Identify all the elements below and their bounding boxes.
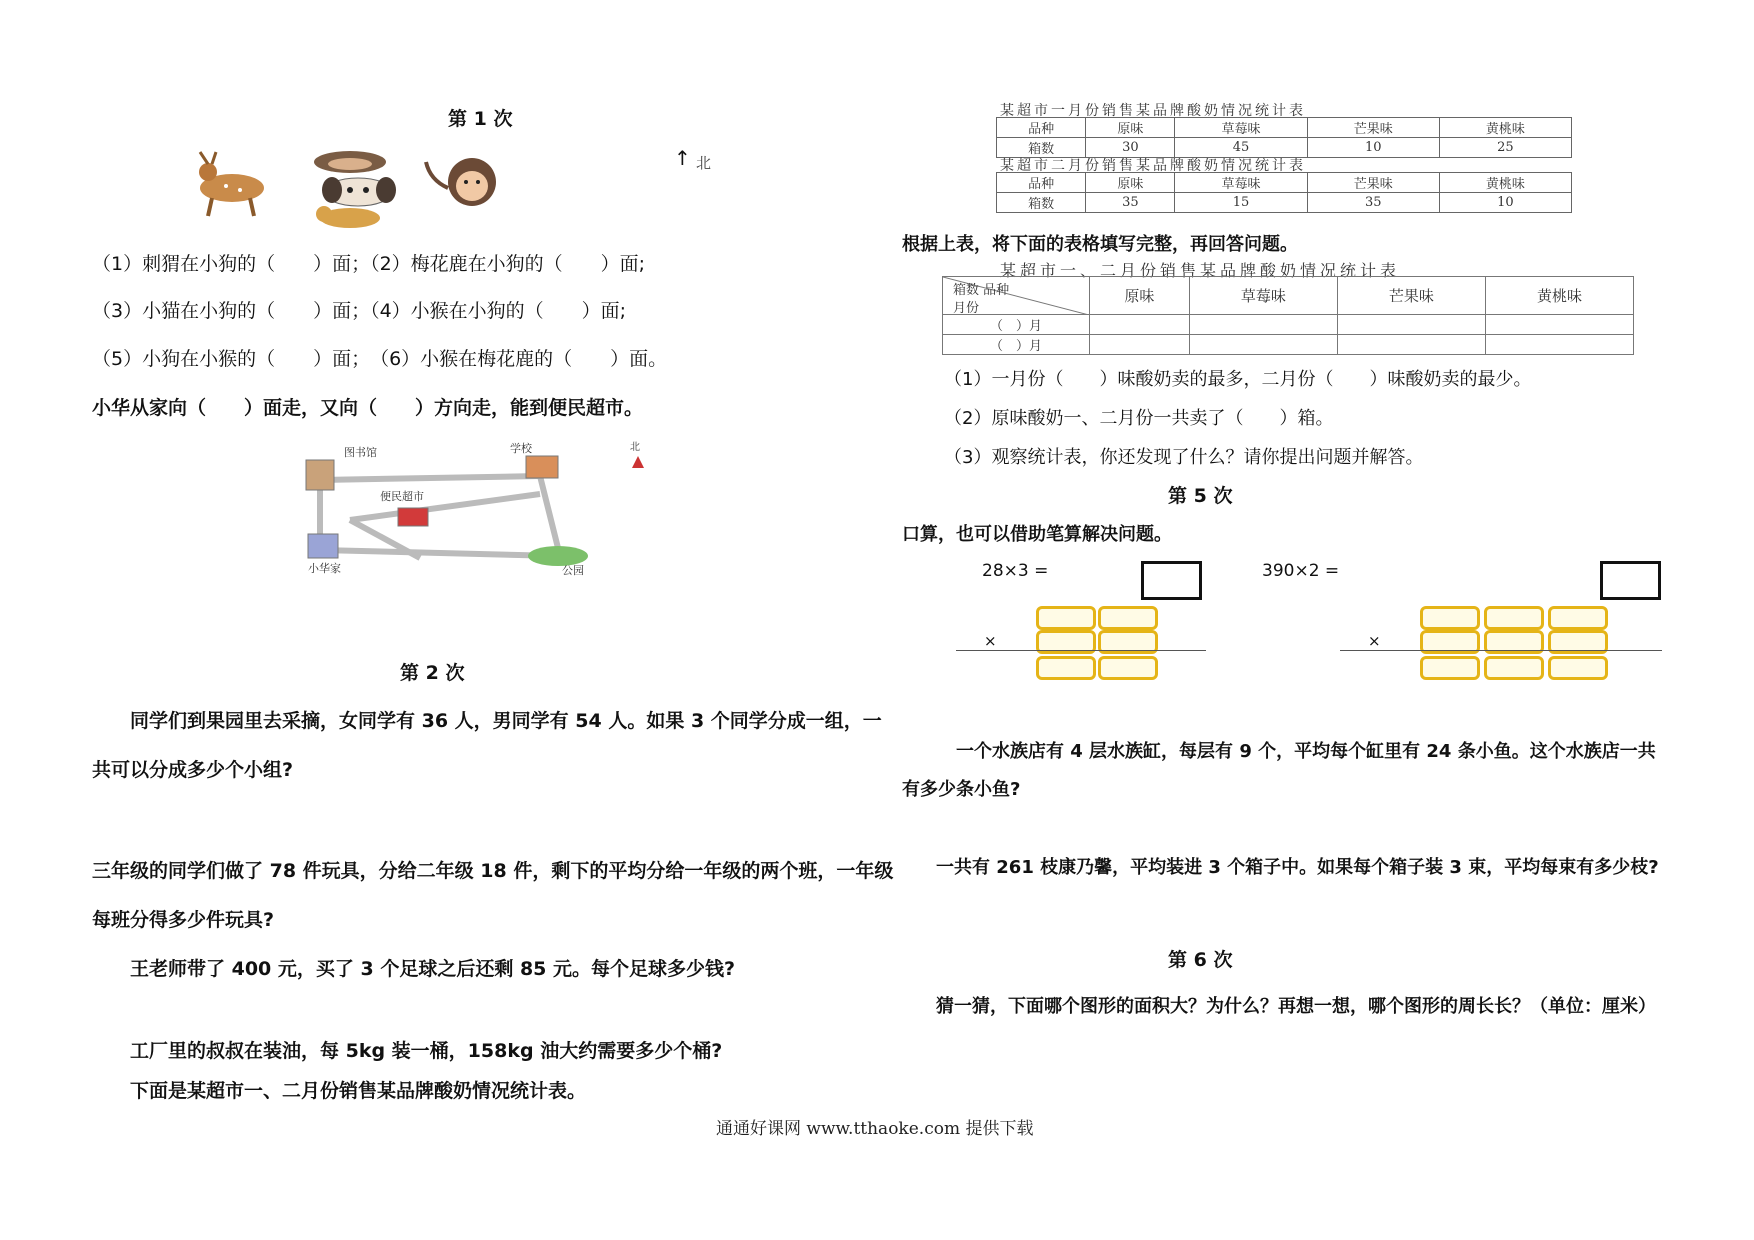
calc-1-digit-cell[interactable] xyxy=(1036,606,1096,630)
problem-7: 一共有 261 枝康乃馨，平均装进 3 个箱子中。如果每个箱子装 3 束，平均每束有多少枝? xyxy=(936,857,1659,878)
t1-val-0: 30 xyxy=(1086,138,1175,158)
calc-1-answer-box[interactable] xyxy=(1141,561,1202,600)
map-home-label: 小华家 xyxy=(308,562,341,575)
north-label: 北 xyxy=(696,154,712,172)
calc-2-times-sign: × xyxy=(1368,632,1381,650)
map-library-label: 图书馆 xyxy=(344,446,377,459)
table-2-feb xyxy=(996,172,1572,213)
table-1-title: 某超市一月份销售某品牌酸奶情况统计表 xyxy=(1000,103,1306,119)
t3-blank-cell xyxy=(1189,315,1337,335)
t2-val-1: 15 xyxy=(1175,193,1307,213)
calc-2-answer-box[interactable] xyxy=(1600,561,1661,600)
section-6-title: 第 6 次 xyxy=(1168,949,1233,971)
t3-col-3: 黄桃味 xyxy=(1485,277,1633,315)
t3-corner-bottom: 月份 xyxy=(953,301,980,316)
problem-5: 下面是某超市一、二月份销售某品牌酸奶情况统计表。 xyxy=(130,1080,587,1102)
calc-2-digit-cell[interactable] xyxy=(1548,656,1608,680)
problem-4: 工厂里的叔叔在装油，每 5kg 装一桶，158kg 油大约需要多少个桶? xyxy=(130,1040,723,1062)
right-question-1: （1）一月份（ ）味酸奶卖的最多，二月份（ ）味酸奶卖的最少。 xyxy=(944,369,1532,390)
t2-val-2: 35 xyxy=(1307,193,1439,213)
t1-head-0: 品种 xyxy=(997,118,1086,138)
calc-1-digit-cell[interactable] xyxy=(1098,606,1158,630)
table-3-title: 某超市一、二月份销售某品牌酸奶情况统计表 xyxy=(1000,261,1401,280)
hedgehog-image xyxy=(314,151,386,173)
map-north-icon xyxy=(632,456,644,468)
library-building xyxy=(306,460,334,490)
problem-6-line-2: 有多少条小鱼? xyxy=(902,779,1021,800)
monkey-image xyxy=(426,158,496,206)
table-2-title: 某超市二月份销售某品牌酸奶情况统计表 xyxy=(1000,158,1306,174)
market-building xyxy=(398,508,428,526)
t3-row-0: （ ）月 xyxy=(943,315,1090,335)
t1-val-3: 25 xyxy=(1439,138,1571,158)
calc-1-label: 28×3 = xyxy=(982,561,1049,581)
problem-2-line-2: 每班分得多少件玩具? xyxy=(92,909,275,931)
t2-head-4: 黄桃味 xyxy=(1439,173,1571,193)
t2-val-0: 35 xyxy=(1086,193,1175,213)
t1-head-4: 黄桃味 xyxy=(1439,118,1571,138)
t3-blank-cell xyxy=(1189,335,1337,355)
calc-1-times-sign: × xyxy=(984,632,997,650)
problem-2-line-1: 三年级的同学们做了 78 件玩具，分给二年级 18 件，剩下的平均分给一年级的两个班，一年级 xyxy=(92,860,894,882)
route-map xyxy=(290,438,650,578)
calc-2-digit-cell[interactable] xyxy=(1420,606,1480,630)
problem-1-line-2: 共可以分成多少个小组? xyxy=(92,759,294,781)
problem-6-line-1: 一个水族店有 4 层水族缸，每层有 9 个，平均每个缸里有 24 条小鱼。这个水族店一共 xyxy=(956,741,1656,762)
oral-calc-instruction: 口算，也可以借助笔算解决问题。 xyxy=(902,524,1172,545)
table-1-jan xyxy=(996,117,1572,158)
fill-instruction: 根据上表，将下面的表格填写完整，再回答问题。 xyxy=(902,234,1298,255)
north-arrow-icon: ↑ xyxy=(674,146,691,170)
section-5-title: 第 5 次 xyxy=(1168,485,1233,507)
t3-col-2: 芒果味 xyxy=(1337,277,1485,315)
calc-1-digit-cell[interactable] xyxy=(1036,656,1096,680)
t3-col-0: 原味 xyxy=(1090,277,1190,315)
t3-blank-cell xyxy=(1090,315,1190,335)
t2-head-0: 品种 xyxy=(997,173,1086,193)
question-line-3: （5）小狗在小猴的（ ）面； （6）小猴在梅花鹿的（ ）面。 xyxy=(92,348,668,370)
t1-head-3: 芒果味 xyxy=(1307,118,1439,138)
right-question-3: （3）观察统计表，你还发现了什么？请你提出问题并解答。 xyxy=(944,447,1424,468)
school-building xyxy=(526,456,558,478)
deer-image xyxy=(199,152,264,216)
park-area xyxy=(528,546,588,566)
t3-blank-cell xyxy=(1485,315,1633,335)
t1-head-1: 原味 xyxy=(1086,118,1175,138)
map-park-label: 公园 xyxy=(562,564,584,577)
cat-image xyxy=(316,206,380,228)
t2-head-3: 芒果味 xyxy=(1307,173,1439,193)
right-question-2: （2）原味酸奶一、二月份一共卖了（ ）箱。 xyxy=(944,408,1334,429)
map-roads xyxy=(320,476,560,558)
t3-blank-cell xyxy=(1337,335,1485,355)
t1-row-label: 箱数 xyxy=(997,138,1086,158)
t3-col-1: 草莓味 xyxy=(1189,277,1337,315)
map-market-label: 便民超市 xyxy=(380,490,424,503)
t3-blank-cell xyxy=(1090,335,1190,355)
calc-2-digit-cell[interactable] xyxy=(1548,606,1608,630)
t2-head-1: 原味 xyxy=(1086,173,1175,193)
section-2-title: 第 2 次 xyxy=(400,662,465,684)
map-school-label: 学校 xyxy=(510,442,532,455)
problem-1-line-1: 同学们到果园里去采摘，女同学有 36 人，男同学有 54 人。如果 3 个同学分成一组，一 xyxy=(130,710,882,732)
t3-corner xyxy=(943,277,1090,315)
dog-image xyxy=(322,177,396,206)
calc-2-digit-cell[interactable] xyxy=(1420,656,1480,680)
t3-corner-top: 箱数 品种 xyxy=(953,283,1010,298)
calc-2-digit-cell[interactable] xyxy=(1484,606,1544,630)
calc-1-rule xyxy=(956,650,1206,651)
t3-row-1: （ ）月 xyxy=(943,335,1090,355)
map-north-label: 北 xyxy=(630,442,640,453)
route-question: 小华从家向（ ）面走，又向（ ）方向走，能到便民超市。 xyxy=(92,397,644,419)
t1-val-2: 10 xyxy=(1307,138,1439,158)
problem-8: 猜一猜，下面哪个图形的面积大？为什么？再想一想，哪个图形的周长长？（单位：厘米） xyxy=(936,996,1656,1017)
home-building xyxy=(308,534,338,558)
t2-row-label: 箱数 xyxy=(997,193,1086,213)
question-line-2: （3）小猫在小狗的（ ）面；（4）小猴在小狗的（ ）面; xyxy=(92,300,627,322)
section-1-title: 第 1 次 xyxy=(448,108,513,130)
t1-head-2: 草莓味 xyxy=(1175,118,1307,138)
t2-val-3: 10 xyxy=(1439,193,1571,213)
t3-blank-cell xyxy=(1485,335,1633,355)
t3-blank-cell xyxy=(1337,315,1485,335)
t1-val-1: 45 xyxy=(1175,138,1307,158)
calc-2-label: 390×2 = xyxy=(1262,561,1340,581)
calc-2-rule xyxy=(1340,650,1662,651)
problem-3: 王老师带了 400 元，买了 3 个足球之后还剩 85 元。每个足球多少钱? xyxy=(130,958,736,980)
t2-head-2: 草莓味 xyxy=(1175,173,1307,193)
table-3-blank xyxy=(942,276,1634,355)
footer-credit: 通通好课网 www.tthaoke.com 提供下载 xyxy=(716,1119,1034,1139)
calc-1-digit-cell[interactable] xyxy=(1098,656,1158,680)
animals-illustration xyxy=(190,150,750,230)
question-line-1: （1）刺猬在小狗的（ ）面；（2）梅花鹿在小狗的（ ）面; xyxy=(92,253,646,275)
calc-2-digit-cell[interactable] xyxy=(1484,656,1544,680)
